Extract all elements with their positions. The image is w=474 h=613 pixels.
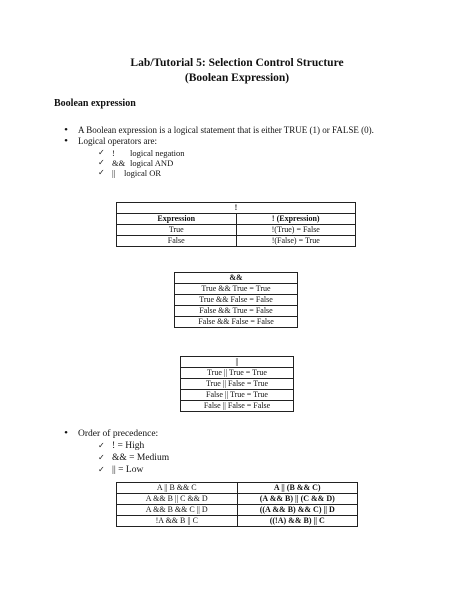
table-row: !A && B || C ((!A) && B) || C xyxy=(117,516,358,527)
bullet-icon xyxy=(62,124,70,132)
table-row: True !(True) = False xyxy=(117,225,356,236)
table-row: False && True = False xyxy=(175,306,298,317)
column-header: ! (Expression) xyxy=(236,214,356,225)
table-row: False !(False) = True xyxy=(117,236,356,247)
check-icon: ✓ xyxy=(98,168,105,177)
table-row: False || True = True xyxy=(181,390,294,401)
table-row: A || B && C A || (B && C) xyxy=(117,483,358,494)
precedence-list: • Order of precedence: ✓ ! = High ✓ && = Medium ✓ || = Low xyxy=(62,428,362,476)
check-icon: ✓ xyxy=(98,441,105,450)
page-title: Lab/Tutorial 5: Selection Control Structure xyxy=(130,57,344,69)
not-truth-table xyxy=(116,202,356,247)
or-truth-table xyxy=(180,356,294,412)
table-row: True && True = True xyxy=(175,284,298,295)
table-row: False && False = False xyxy=(175,317,298,328)
table-row: A && B && C || D ((A && B) && C) || D xyxy=(117,505,358,516)
check-icon: ✓ xyxy=(98,148,105,157)
list-item: • Logical operators are: xyxy=(62,135,70,147)
bullet-icon xyxy=(62,428,70,436)
table-row: True && False = False xyxy=(175,295,298,306)
section-heading: Boolean expression xyxy=(54,98,136,109)
table-title: ! xyxy=(117,203,356,214)
table-row: True || False = True xyxy=(181,379,294,390)
list-item: • Order of precedence: xyxy=(62,428,70,440)
table-row: False || False = False xyxy=(181,401,294,412)
column-header: Expression xyxy=(117,214,237,225)
precedence-table xyxy=(116,482,358,527)
table-title: || xyxy=(181,357,294,368)
table-row: True || True = True xyxy=(181,368,294,379)
table-row: A && B || C && D (A && B) || (C && D) xyxy=(117,494,358,505)
check-icon: ✓ xyxy=(98,465,105,474)
bullet-icon xyxy=(62,135,70,143)
intro-list: • A Boolean expression is a logical statement that is either TRUE (1) or FALSE (0). • Logical operators are: ✓ ! logical negation ✓ && logical AND ✓ || logical OR xyxy=(62,124,442,184)
and-truth-table xyxy=(174,272,298,328)
check-icon: ✓ xyxy=(98,453,105,462)
page-subtitle: (Boolean Expression) xyxy=(184,72,290,84)
list-item: • A Boolean expression is a logical statement that is either TRUE (1) or FALSE (0). xyxy=(62,124,70,136)
table-title: && xyxy=(175,273,298,284)
check-icon: ✓ xyxy=(98,158,105,167)
